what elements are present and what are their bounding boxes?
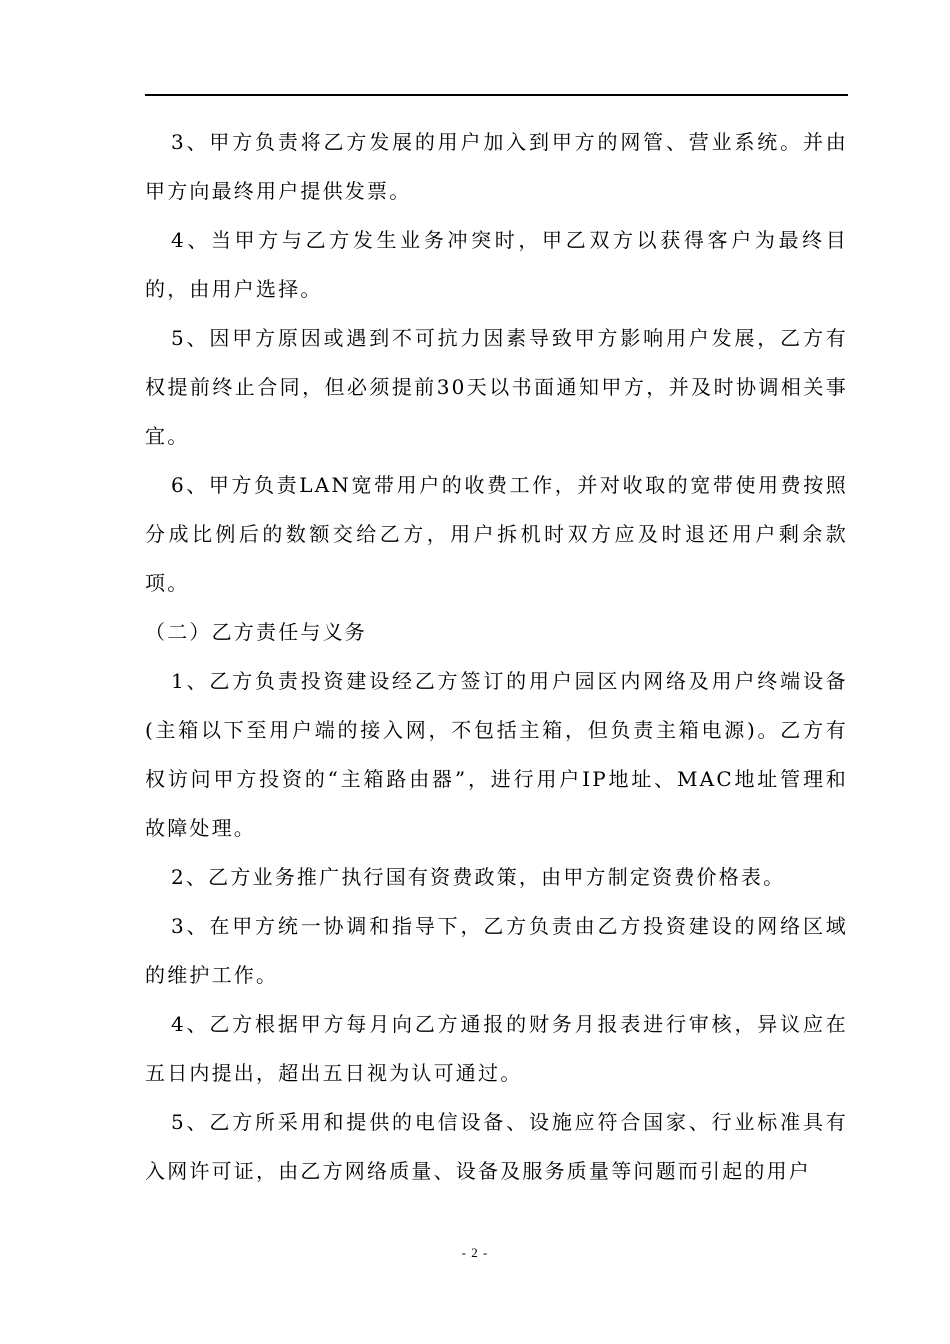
paragraph-a5: 5、因甲方原因或遇到不可抗力因素导致甲方影响用户发展，乙方有权提前终止合同，但必须提前30天以书面通知甲方，并及时协调相关事宜。 [145, 326, 848, 448]
paragraph-b5: 5、乙方所采用和提供的电信设备、设施应符合国家、行业标准具有入网许可证，由乙方网络质量、设备及服务质量等问题而引起的用户 [145, 1110, 848, 1183]
paragraph-b3: 3、在甲方统一协调和指导下，乙方负责由乙方投资建设的网络区域的维护工作。 [145, 914, 848, 987]
paragraph-b1: 1、乙方负责投资建设经乙方签订的用户园区内网络及用户终端设备(主箱以下至用户端的接入网，不包括主箱，但负责主箱电源)。乙方有权访问甲方投资的“主箱路由器”，进行用户IP地址、MAC地址管理和故障处理。 [145, 669, 848, 840]
section-heading: （二）乙方责任与义务 [145, 620, 367, 644]
paragraph-b2: 2、乙方业务推广执行国有资费政策，由甲方制定资费价格表。 [171, 865, 786, 889]
page-number: - 2 - [461, 1245, 489, 1260]
paragraph-a6: 6、甲方负责LAN宽带用户的收费工作，并对收取的宽带使用费按照分成比例后的数额交给乙方，用户拆机时双方应及时退还用户剩余款项。 [145, 473, 848, 595]
paragraph-b4: 4、乙方根据甲方每月向乙方通报的财务月报表进行审核，异议应在五日内提出，超出五日视为认可通过。 [145, 1012, 848, 1085]
paragraph-a4: 4、当甲方与乙方发生业务冲突时，甲乙双方以获得客户为最终目的，由用户选择。 [145, 228, 848, 301]
document-body [145, 118, 848, 1196]
paragraph-a3: 3、甲方负责将乙方发展的用户加入到甲方的网管、营业系统。并由甲方向最终用户提供发票。 [145, 130, 848, 203]
header-rule [145, 94, 848, 96]
